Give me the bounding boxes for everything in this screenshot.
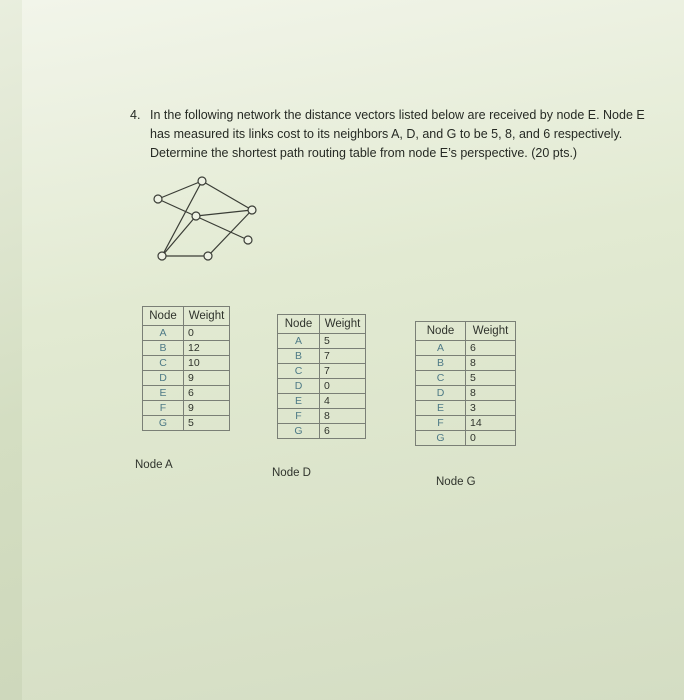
table-row — [416, 431, 516, 446]
distance-vector-table-node-d — [277, 314, 366, 439]
question-number: 4. — [130, 108, 141, 122]
cell-weight: 12 — [184, 341, 230, 356]
cell-weight: 10 — [184, 356, 230, 371]
table-row — [278, 409, 366, 424]
cell-node: F — [278, 409, 320, 424]
cell-node: F — [416, 416, 466, 431]
graph-node — [244, 236, 252, 244]
cell-weight: 5 — [320, 334, 366, 349]
graph-edge — [162, 216, 196, 256]
column-header-node: Node — [416, 322, 466, 341]
table-row — [278, 349, 366, 364]
cell-weight: 8 — [466, 356, 516, 371]
graph-node — [198, 177, 206, 185]
cell-node: F — [143, 401, 184, 416]
cell-node: G — [143, 416, 184, 431]
graph-node — [248, 206, 256, 214]
cell-weight: 6 — [466, 341, 516, 356]
cell-weight: 9 — [184, 371, 230, 386]
cell-weight: 3 — [466, 401, 516, 416]
table-row — [278, 379, 366, 394]
cell-node: G — [416, 431, 466, 446]
distance-vector-table-node-g — [415, 321, 516, 446]
cell-weight: 14 — [466, 416, 516, 431]
cell-weight: 9 — [184, 401, 230, 416]
question-block — [130, 106, 650, 163]
table-row — [143, 386, 230, 401]
column-header-weight: Weight — [320, 315, 366, 334]
table-row — [416, 356, 516, 371]
cell-weight: 5 — [184, 416, 230, 431]
table-caption-node-a: Node A — [135, 459, 173, 471]
table-row — [278, 424, 366, 439]
question-text: In the following network the distance vectors listed below are received by node E. Node E has measured its links cost to its neighbors A, D, and G to be 5, 8, and 6 respectively. Determine the shortest path routing table from node E’s perspective. (20 pts.) — [150, 108, 645, 160]
graph-node — [154, 195, 162, 203]
cell-weight: 4 — [320, 394, 366, 409]
cell-weight: 7 — [320, 364, 366, 379]
column-header-node: Node — [143, 307, 184, 326]
graph-edge — [158, 199, 248, 240]
table-row — [278, 334, 366, 349]
table-caption-node-g: Node G — [436, 476, 476, 488]
cell-node: E — [143, 386, 184, 401]
cell-node: D — [278, 379, 320, 394]
graph-edge — [202, 181, 252, 210]
table-row — [416, 371, 516, 386]
table-row — [416, 416, 516, 431]
table-row — [143, 416, 230, 431]
cell-node: G — [278, 424, 320, 439]
cell-weight: 6 — [320, 424, 366, 439]
cell-node: D — [416, 386, 466, 401]
cell-weight: 5 — [466, 371, 516, 386]
cell-node: D — [143, 371, 184, 386]
cell-weight: 0 — [320, 379, 366, 394]
cell-node: B — [416, 356, 466, 371]
graph-edge — [158, 181, 202, 199]
table-row — [143, 326, 230, 341]
table-row — [143, 371, 230, 386]
cell-weight: 0 — [466, 431, 516, 446]
table-row — [416, 341, 516, 356]
table-row — [278, 364, 366, 379]
column-header-weight: Weight — [466, 322, 516, 341]
graph-edge — [208, 210, 252, 256]
graph-node — [192, 212, 200, 220]
graph-edge — [196, 210, 252, 216]
table-row — [143, 401, 230, 416]
table-caption-node-d: Node D — [272, 467, 311, 479]
cell-node: A — [416, 341, 466, 356]
cell-weight: 8 — [466, 386, 516, 401]
cell-node: B — [143, 341, 184, 356]
table-row — [143, 341, 230, 356]
cell-weight: 6 — [184, 386, 230, 401]
cell-node: C — [278, 364, 320, 379]
cell-weight: 0 — [184, 326, 230, 341]
graph-node — [158, 252, 166, 260]
cell-node: A — [143, 326, 184, 341]
cell-node: E — [416, 401, 466, 416]
cell-node: B — [278, 349, 320, 364]
column-header-weight: Weight — [184, 307, 230, 326]
column-header-node: Node — [278, 315, 320, 334]
graph-node — [204, 252, 212, 260]
cell-node: C — [143, 356, 184, 371]
network-graph — [148, 172, 270, 267]
table-row — [278, 394, 366, 409]
cell-node: E — [278, 394, 320, 409]
table-row — [416, 386, 516, 401]
distance-vector-table-node-a — [142, 306, 230, 431]
cell-node: C — [416, 371, 466, 386]
table-row — [143, 356, 230, 371]
table-row — [416, 401, 516, 416]
cell-weight: 8 — [320, 409, 366, 424]
cell-weight: 7 — [320, 349, 366, 364]
cell-node: A — [278, 334, 320, 349]
